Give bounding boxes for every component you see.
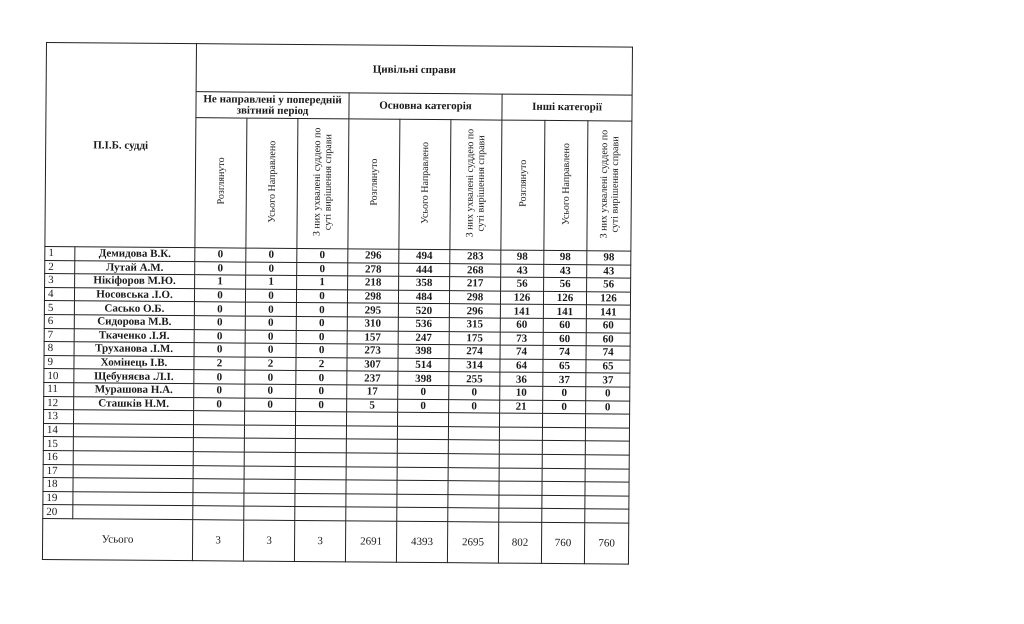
- data-cell: [193, 424, 244, 438]
- data-cell: [193, 438, 244, 452]
- data-cell: [499, 508, 542, 522]
- data-cell: [295, 493, 346, 507]
- data-cell: [397, 453, 448, 467]
- column-header-label: З них ухвалені суддею по суті вирішення справи: [311, 127, 335, 237]
- data-cell: 0: [246, 262, 297, 276]
- data-cell: [194, 411, 245, 425]
- column-header-label: Усього Направлено: [266, 140, 278, 223]
- data-cell: 298: [347, 290, 398, 304]
- data-cell: 157: [347, 330, 398, 344]
- data-cell: [585, 455, 629, 469]
- data-cell: [448, 426, 499, 440]
- data-cell: 43: [501, 264, 544, 278]
- row-number: 7: [44, 328, 74, 342]
- data-cell: [585, 441, 629, 455]
- data-cell: [542, 414, 585, 428]
- data-cell: [585, 509, 629, 523]
- data-cell: 141: [500, 304, 543, 318]
- data-cell: [193, 492, 244, 506]
- data-cell: 296: [348, 249, 399, 263]
- data-cell: 398: [398, 344, 449, 358]
- data-cell: [295, 480, 346, 494]
- data-cell: 0: [194, 302, 245, 316]
- header-fio: П.І.Б. судді: [45, 43, 197, 248]
- row-number: 4: [44, 287, 74, 301]
- data-cell: 65: [586, 360, 630, 374]
- data-cell: [448, 508, 499, 522]
- data-cell: [346, 426, 397, 440]
- data-cell: 237: [347, 371, 398, 385]
- data-cell: [397, 494, 448, 508]
- data-cell: 278: [348, 262, 399, 276]
- data-cell: [397, 412, 448, 426]
- data-cell: 141: [543, 305, 586, 319]
- data-cell: [585, 482, 629, 496]
- data-cell: 0: [296, 344, 347, 358]
- data-cell: 0: [245, 398, 296, 412]
- data-cell: [448, 454, 499, 468]
- data-cell: [295, 412, 346, 426]
- column-header-9: [587, 121, 632, 251]
- data-cell: 0: [296, 303, 347, 317]
- data-cell: [542, 482, 585, 496]
- data-cell: 37: [543, 373, 586, 387]
- data-cell: [346, 466, 397, 480]
- data-cell: 0: [543, 400, 586, 414]
- data-cell: 298: [449, 290, 500, 304]
- data-cell: [585, 427, 629, 441]
- judge-name: [73, 437, 193, 452]
- data-cell: 295: [347, 303, 398, 317]
- row-number: 2: [45, 260, 75, 274]
- total-label: Усього: [42, 518, 192, 560]
- report-sheet: [42, 42, 632, 564]
- data-cell: 0: [296, 371, 347, 385]
- data-cell: 0: [194, 329, 245, 343]
- data-cell: [193, 465, 244, 479]
- data-cell: 0: [195, 248, 246, 262]
- total-cell: 3: [294, 520, 345, 561]
- data-cell: 0: [245, 302, 296, 316]
- column-header-label: Розглянуто: [368, 159, 380, 207]
- data-cell: 0: [297, 262, 348, 276]
- row-number: 12: [44, 396, 74, 410]
- data-cell: 494: [399, 249, 450, 263]
- data-cell: 0: [296, 316, 347, 330]
- row-number: 10: [44, 369, 74, 383]
- total-cell: 4393: [396, 521, 447, 562]
- column-header-1: [195, 118, 247, 248]
- data-cell: 0: [245, 330, 296, 344]
- data-cell: 60: [500, 318, 543, 332]
- data-cell: [585, 495, 629, 509]
- row-number: 20: [43, 505, 73, 519]
- data-cell: 98: [544, 250, 587, 264]
- data-cell: 283: [450, 250, 501, 264]
- data-cell: 0: [245, 289, 296, 303]
- data-cell: 0: [246, 248, 297, 262]
- judge-name: Ткаченко .І.Я.: [74, 328, 194, 343]
- judge-name: Щебуняєва .Л.І.: [74, 369, 194, 384]
- data-cell: 0: [296, 289, 347, 303]
- data-cell: [244, 506, 295, 520]
- data-cell: 56: [544, 278, 587, 292]
- data-cell: 0: [194, 288, 245, 302]
- header-group-previous: Не направлені у попередній звітний період: [196, 92, 349, 119]
- data-cell: 74: [500, 345, 543, 359]
- data-cell: [542, 509, 585, 523]
- row-number: 15: [43, 437, 73, 451]
- data-cell: [397, 508, 448, 522]
- row-number: 11: [44, 382, 74, 396]
- data-cell: [542, 468, 585, 482]
- data-cell: 0: [194, 370, 245, 384]
- data-cell: 10: [500, 386, 543, 400]
- column-header-8: [544, 120, 588, 250]
- data-cell: [193, 479, 244, 493]
- data-cell: 64: [500, 359, 543, 373]
- data-cell: 0: [194, 384, 245, 398]
- data-cell: [585, 468, 629, 482]
- total-cell: 802: [498, 522, 541, 563]
- data-cell: [346, 480, 397, 494]
- data-cell: 74: [586, 346, 630, 360]
- data-cell: 0: [245, 370, 296, 384]
- data-cell: 98: [501, 250, 544, 264]
- data-cell: 141: [586, 305, 630, 319]
- header-group-main: Основна категорія: [349, 93, 502, 120]
- data-cell: [448, 467, 499, 481]
- data-cell: 0: [245, 384, 296, 398]
- judge-name: [73, 478, 193, 493]
- column-header-7: [501, 120, 545, 250]
- data-cell: 0: [586, 387, 630, 401]
- data-cell: 274: [449, 345, 500, 359]
- data-cell: [499, 454, 542, 468]
- column-header-label: Розглянуто: [517, 160, 529, 208]
- data-cell: 43: [544, 264, 587, 278]
- data-cell: 0: [296, 330, 347, 344]
- data-cell: 5: [347, 398, 398, 412]
- data-cell: [346, 453, 397, 467]
- data-cell: [397, 440, 448, 454]
- data-cell: [244, 479, 295, 493]
- data-cell: 17: [347, 385, 398, 399]
- row-number: 13: [44, 410, 74, 424]
- data-cell: [448, 481, 499, 495]
- data-cell: [346, 412, 397, 426]
- column-header-label: Усього Направлено: [560, 143, 572, 226]
- data-cell: [244, 452, 295, 466]
- column-header-label: Розглянуто: [215, 157, 227, 205]
- data-cell: [499, 427, 542, 441]
- total-cell: 2695: [447, 522, 498, 563]
- data-cell: 307: [347, 358, 398, 372]
- data-cell: [193, 452, 244, 466]
- data-cell: 126: [586, 292, 630, 306]
- data-cell: 60: [586, 332, 630, 346]
- data-cell: 273: [347, 344, 398, 358]
- judge-name: [73, 451, 193, 466]
- data-cell: 218: [348, 276, 399, 290]
- judge-name: Лутай А.М.: [75, 260, 195, 275]
- total-cell: 760: [584, 523, 628, 564]
- data-cell: 0: [398, 385, 449, 399]
- data-cell: 314: [449, 358, 500, 372]
- header-civil-cases: Цивільні справи: [196, 44, 632, 95]
- judge-name: Носовська .І.О.: [74, 288, 194, 303]
- judge-name: Сташків Н.М.: [74, 396, 194, 411]
- total-cell: 760: [541, 522, 584, 563]
- data-cell: 36: [500, 372, 543, 386]
- data-cell: 444: [399, 263, 450, 277]
- data-cell: 98: [587, 251, 631, 265]
- data-cell: 536: [398, 317, 449, 331]
- data-cell: [448, 440, 499, 454]
- row-number: 1: [45, 246, 75, 260]
- total-cell: 3: [192, 520, 243, 561]
- data-cell: 0: [245, 343, 296, 357]
- civil-cases-table: [42, 42, 633, 564]
- data-cell: [346, 494, 397, 508]
- data-cell: [542, 454, 585, 468]
- data-cell: 2: [194, 356, 245, 370]
- judge-name: [74, 410, 194, 425]
- data-cell: [499, 413, 542, 427]
- data-cell: 0: [194, 343, 245, 357]
- row-number: 19: [43, 491, 73, 505]
- column-header-2: [246, 118, 298, 248]
- data-cell: 0: [194, 316, 245, 330]
- data-cell: 0: [195, 261, 246, 275]
- data-cell: 514: [398, 358, 449, 372]
- data-cell: 74: [543, 346, 586, 360]
- data-cell: 358: [399, 276, 450, 290]
- judge-name: [73, 464, 193, 479]
- judge-name: Демидова В.К.: [75, 247, 195, 262]
- data-cell: [244, 425, 295, 439]
- data-cell: [244, 411, 295, 425]
- data-cell: [295, 452, 346, 466]
- data-cell: 0: [297, 248, 348, 262]
- judge-name: Труханова .І.М.: [74, 342, 194, 357]
- data-cell: 2: [245, 357, 296, 371]
- column-header-4: [348, 119, 400, 249]
- data-cell: 296: [449, 304, 500, 318]
- row-number: 5: [44, 301, 74, 315]
- data-cell: [244, 493, 295, 507]
- data-cell: [499, 440, 542, 454]
- data-cell: 0: [296, 384, 347, 398]
- data-cell: 0: [543, 386, 586, 400]
- column-header-label: Усього Направлено: [419, 141, 431, 224]
- data-cell: 21: [500, 400, 543, 414]
- data-cell: 1: [195, 275, 246, 289]
- row-number: 14: [43, 423, 73, 437]
- data-cell: [499, 468, 542, 482]
- data-cell: 247: [398, 331, 449, 345]
- data-cell: [244, 438, 295, 452]
- row-number: 6: [44, 314, 74, 328]
- column-header-6: [450, 120, 502, 250]
- data-cell: 1: [246, 275, 297, 289]
- data-cell: [448, 494, 499, 508]
- judge-name: Нікіфоров М.Ю.: [75, 274, 195, 289]
- data-cell: 73: [500, 332, 543, 346]
- row-number: 8: [44, 342, 74, 356]
- data-cell: [542, 427, 585, 441]
- column-header-label: З них ухвалені суддею по суті вирішення справи: [597, 130, 621, 239]
- data-cell: 0: [245, 316, 296, 330]
- data-cell: 37: [586, 373, 630, 387]
- data-cell: 60: [586, 319, 630, 333]
- total-cell: 2691: [345, 521, 396, 562]
- data-cell: [585, 414, 629, 428]
- row-number: 17: [43, 464, 73, 478]
- data-cell: [193, 506, 244, 520]
- data-cell: 175: [449, 331, 500, 345]
- data-cell: [397, 426, 448, 440]
- data-cell: 310: [347, 317, 398, 331]
- total-cell: 3: [243, 520, 294, 561]
- data-cell: [542, 441, 585, 455]
- data-cell: 398: [398, 372, 449, 386]
- column-header-label: З них ухвалені суддею по суті вирішення справи: [464, 129, 488, 238]
- judge-name: [73, 491, 193, 506]
- row-number: 16: [43, 450, 73, 464]
- data-cell: [295, 507, 346, 521]
- data-cell: [499, 481, 542, 495]
- data-cell: 0: [449, 386, 500, 400]
- data-cell: [295, 425, 346, 439]
- data-cell: [295, 439, 346, 453]
- data-cell: [346, 507, 397, 521]
- data-cell: 43: [587, 264, 631, 278]
- data-cell: 2: [296, 357, 347, 371]
- data-cell: 1: [297, 276, 348, 290]
- judge-name: Хомінець І.В.: [74, 355, 194, 370]
- column-header-5: [399, 119, 451, 249]
- header-group-other: Інші категорії: [502, 94, 632, 121]
- data-cell: 268: [450, 263, 501, 277]
- data-cell: 0: [449, 399, 500, 413]
- data-cell: 60: [543, 332, 586, 346]
- data-cell: [346, 439, 397, 453]
- data-cell: 520: [398, 304, 449, 318]
- data-cell: [244, 466, 295, 480]
- judge-name: Сидорова М.В.: [74, 315, 194, 330]
- column-header-3: [297, 118, 349, 248]
- judge-name: Мурашова Н.А.: [74, 383, 194, 398]
- data-cell: 56: [501, 277, 544, 291]
- data-cell: 0: [194, 397, 245, 411]
- data-cell: 217: [450, 277, 501, 291]
- data-cell: 0: [296, 398, 347, 412]
- data-cell: [448, 413, 499, 427]
- data-cell: 0: [398, 399, 449, 413]
- data-cell: [397, 480, 448, 494]
- row-number: 3: [45, 274, 75, 288]
- row-number: 18: [43, 478, 73, 492]
- data-cell: [397, 467, 448, 481]
- data-cell: 60: [543, 318, 586, 332]
- data-cell: [295, 466, 346, 480]
- data-cell: 65: [543, 359, 586, 373]
- judge-name: [73, 423, 193, 438]
- data-cell: 126: [543, 291, 586, 305]
- data-cell: 126: [500, 291, 543, 305]
- data-cell: 315: [449, 318, 500, 332]
- data-cell: 0: [586, 400, 630, 414]
- row-number: 9: [44, 355, 74, 369]
- judge-name: Сасько О.Б.: [74, 301, 194, 316]
- data-cell: [499, 495, 542, 509]
- data-cell: 255: [449, 372, 500, 386]
- data-cell: 484: [398, 290, 449, 304]
- judge-name: [73, 505, 193, 520]
- data-cell: [542, 495, 585, 509]
- data-cell: 56: [587, 278, 631, 292]
